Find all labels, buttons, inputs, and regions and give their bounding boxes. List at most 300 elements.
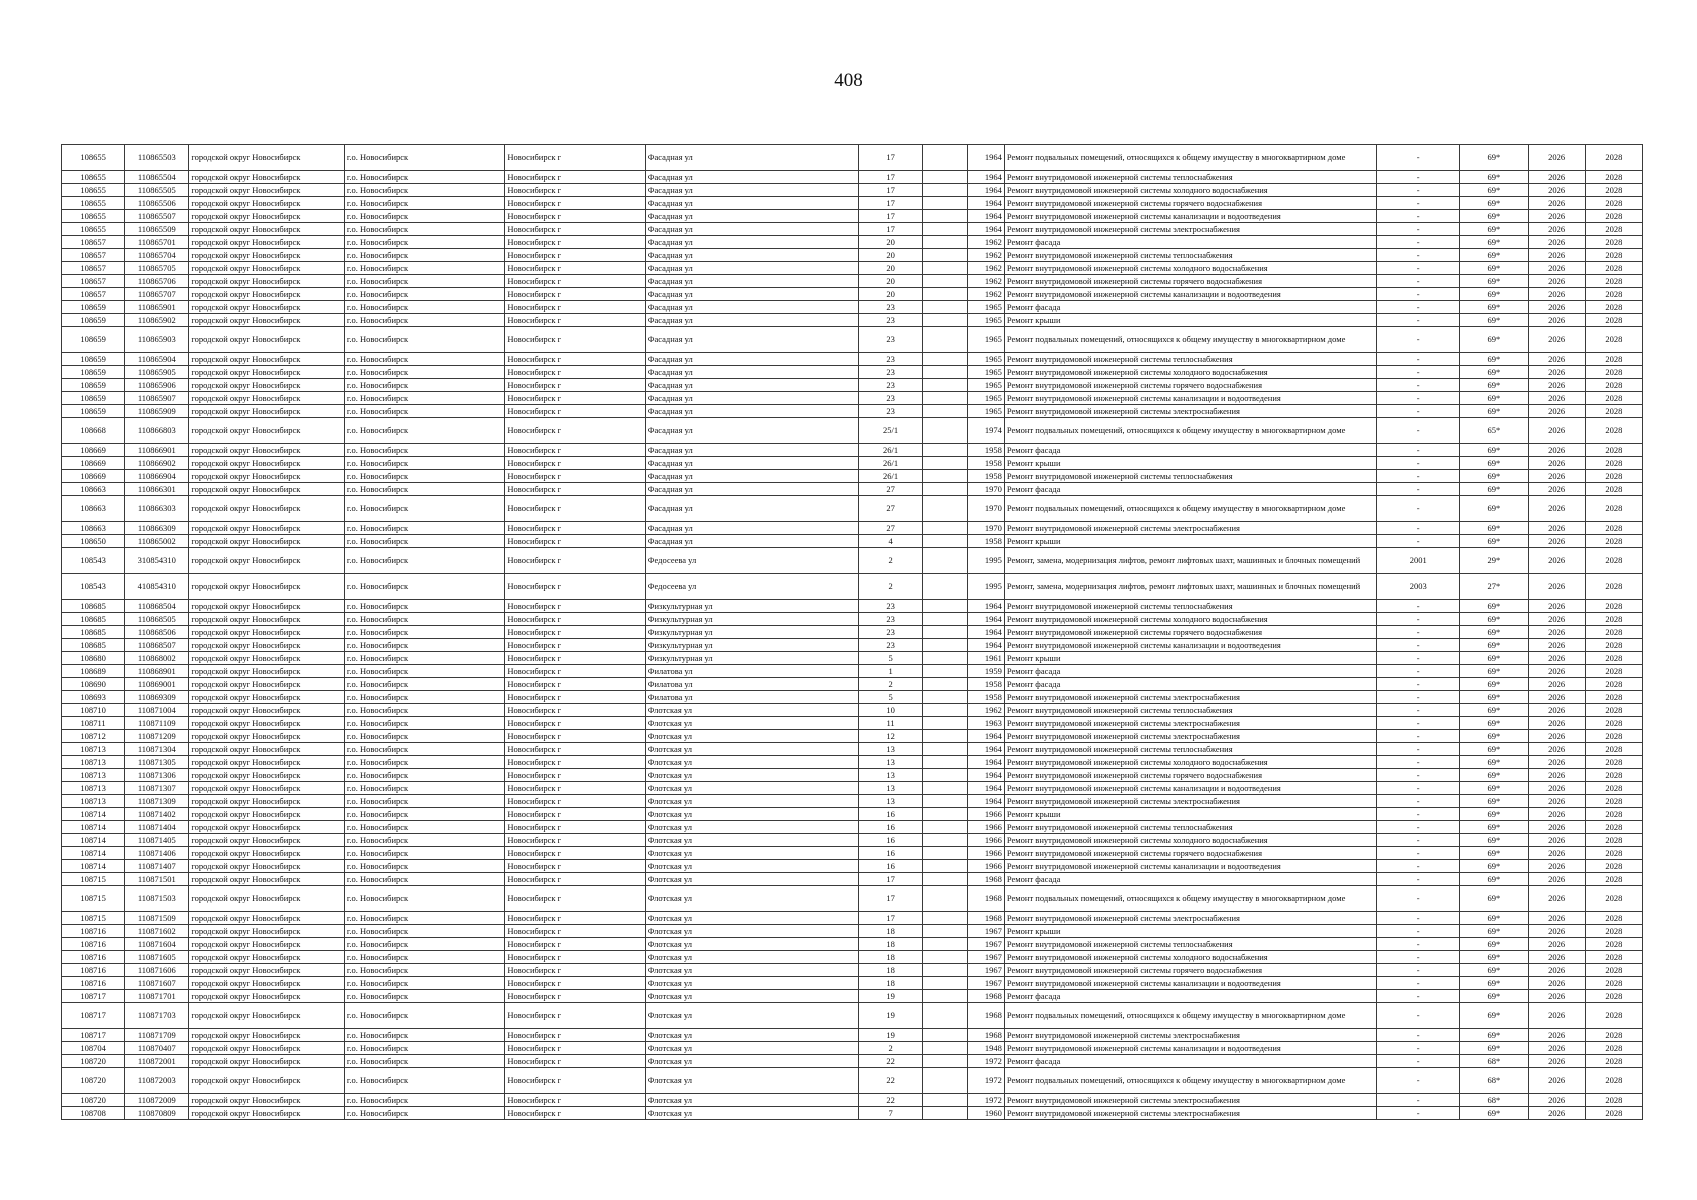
street-cell: Фасадная ул [645, 275, 859, 288]
work-type-cell: Ремонт подвальных помещений, относящихся к общему имуществу в многоквартирном доме [1004, 327, 1376, 353]
wear-percent-cell: 69* [1460, 717, 1528, 730]
last-repair-year-cell: - [1377, 977, 1460, 990]
wear-percent-cell: 69* [1460, 938, 1528, 951]
end-year-cell: 2028 [1585, 392, 1642, 405]
table-row [62, 1029, 1643, 1042]
municipality-cell: городской округ Новосибирск [189, 691, 344, 704]
build-year-cell: 1958 [967, 691, 1004, 704]
start-year-cell: 2026 [1528, 405, 1585, 418]
last-repair-year-cell: - [1377, 600, 1460, 613]
work-id-cell: 110871701 [125, 990, 189, 1003]
work-id-cell: 110865509 [125, 223, 189, 236]
house-number-cell: 2 [859, 678, 922, 691]
wear-percent-cell: 69* [1460, 756, 1528, 769]
wear-percent-cell: 69* [1460, 639, 1528, 652]
table-row [62, 444, 1643, 457]
last-repair-year-cell: - [1377, 210, 1460, 223]
wear-percent-cell: 27* [1460, 574, 1528, 600]
municipality-cell: городской округ Новосибирск [189, 1042, 344, 1055]
last-repair-year-cell: - [1377, 418, 1460, 444]
building-cell [922, 1094, 967, 1107]
settlement-cell: г.о. Новосибирск [344, 652, 505, 665]
wear-percent-cell: 69* [1460, 483, 1528, 496]
settlement-cell: г.о. Новосибирск [344, 977, 505, 990]
build-year-cell: 1970 [967, 496, 1004, 522]
work-type-cell: Ремонт внутридомовой инженерной системы канализации и водоотведения [1004, 392, 1376, 405]
house-id-cell: 108717 [62, 990, 125, 1003]
settlement-cell: г.о. Новосибирск [344, 795, 505, 808]
city-cell: Новосибирск г [505, 223, 645, 236]
settlement-cell: г.о. Новосибирск [344, 249, 505, 262]
build-year-cell: 1962 [967, 288, 1004, 301]
house-id-cell: 108669 [62, 444, 125, 457]
municipality-cell: городской округ Новосибирск [189, 847, 344, 860]
municipality-cell: городской округ Новосибирск [189, 938, 344, 951]
last-repair-year-cell: - [1377, 1107, 1460, 1120]
last-repair-year-cell: - [1377, 717, 1460, 730]
end-year-cell: 2028 [1585, 236, 1642, 249]
municipality-cell: городской округ Новосибирск [189, 626, 344, 639]
street-cell: Фасадная ул [645, 288, 859, 301]
city-cell: Новосибирск г [505, 1029, 645, 1042]
table-row [62, 1094, 1643, 1107]
build-year-cell: 1964 [967, 769, 1004, 782]
city-cell: Новосибирск г [505, 600, 645, 613]
last-repair-year-cell: - [1377, 262, 1460, 275]
street-cell: Флотская ул [645, 756, 859, 769]
table-row [62, 639, 1643, 652]
house-number-cell: 13 [859, 795, 922, 808]
table-row [62, 730, 1643, 743]
city-cell: Новосибирск г [505, 145, 645, 171]
work-id-cell: 110871606 [125, 964, 189, 977]
build-year-cell: 1958 [967, 444, 1004, 457]
table-row [62, 821, 1643, 834]
end-year-cell: 2028 [1585, 860, 1642, 873]
municipality-cell: городской округ Новосибирск [189, 314, 344, 327]
house-id-cell: 108717 [62, 1003, 125, 1029]
end-year-cell: 2028 [1585, 496, 1642, 522]
house-number-cell: 23 [859, 379, 922, 392]
last-repair-year-cell: - [1377, 444, 1460, 457]
house-id-cell: 108543 [62, 548, 125, 574]
house-number-cell: 27 [859, 483, 922, 496]
wear-percent-cell: 69* [1460, 886, 1528, 912]
building-cell [922, 795, 967, 808]
municipality-cell: городской округ Новосибирск [189, 145, 344, 171]
street-cell: Флотская ул [645, 925, 859, 938]
build-year-cell: 1968 [967, 912, 1004, 925]
table-row [62, 314, 1643, 327]
work-type-cell: Ремонт фасада [1004, 665, 1376, 678]
wear-percent-cell: 69* [1460, 184, 1528, 197]
street-cell: Фасадная ул [645, 496, 859, 522]
work-id-cell: 110871304 [125, 743, 189, 756]
city-cell: Новосибирск г [505, 665, 645, 678]
building-cell [922, 379, 967, 392]
house-number-cell: 23 [859, 639, 922, 652]
wear-percent-cell: 69* [1460, 730, 1528, 743]
end-year-cell: 2028 [1585, 730, 1642, 743]
work-id-cell: 110870407 [125, 1042, 189, 1055]
municipality-cell: городской округ Новосибирск [189, 379, 344, 392]
table-row [62, 769, 1643, 782]
build-year-cell: 1967 [967, 964, 1004, 977]
end-year-cell: 2028 [1585, 301, 1642, 314]
city-cell: Новосибирск г [505, 288, 645, 301]
building-cell [922, 1029, 967, 1042]
city-cell: Новосибирск г [505, 275, 645, 288]
house-number-cell: 13 [859, 756, 922, 769]
building-cell [922, 171, 967, 184]
settlement-cell: г.о. Новосибирск [344, 457, 505, 470]
work-type-cell: Ремонт подвальных помещений, относящихся к общему имуществу в многоквартирном доме [1004, 1003, 1376, 1029]
work-type-cell: Ремонт внутридомовой инженерной системы теплоснабжения [1004, 600, 1376, 613]
street-cell: Фасадная ул [645, 223, 859, 236]
city-cell: Новосибирск г [505, 184, 645, 197]
build-year-cell: 1964 [967, 197, 1004, 210]
table-row [62, 977, 1643, 990]
house-number-cell: 20 [859, 236, 922, 249]
house-id-cell: 108716 [62, 977, 125, 990]
building-cell [922, 145, 967, 171]
house-id-cell: 108713 [62, 769, 125, 782]
city-cell: Новосибирск г [505, 314, 645, 327]
house-id-cell: 108710 [62, 704, 125, 717]
last-repair-year-cell: - [1377, 301, 1460, 314]
work-id-cell: 110872009 [125, 1094, 189, 1107]
municipality-cell: городской округ Новосибирск [189, 613, 344, 626]
building-cell [922, 938, 967, 951]
city-cell: Новосибирск г [505, 392, 645, 405]
house-number-cell: 26/1 [859, 457, 922, 470]
work-type-cell: Ремонт крыши [1004, 535, 1376, 548]
table-row [62, 834, 1643, 847]
building-cell [922, 821, 967, 834]
city-cell: Новосибирск г [505, 496, 645, 522]
city-cell: Новосибирск г [505, 1107, 645, 1120]
end-year-cell: 2028 [1585, 223, 1642, 236]
build-year-cell: 1968 [967, 1003, 1004, 1029]
table-row [62, 1003, 1643, 1029]
house-id-cell: 108685 [62, 613, 125, 626]
end-year-cell: 2028 [1585, 912, 1642, 925]
city-cell: Новосибирск г [505, 574, 645, 600]
building-cell [922, 288, 967, 301]
end-year-cell: 2028 [1585, 626, 1642, 639]
end-year-cell: 2028 [1585, 535, 1642, 548]
settlement-cell: г.о. Новосибирск [344, 925, 505, 938]
work-type-cell: Ремонт внутридомовой инженерной системы канализации и водоотведения [1004, 860, 1376, 873]
street-cell: Фасадная ул [645, 262, 859, 275]
street-cell: Флотская ул [645, 782, 859, 795]
start-year-cell: 2026 [1528, 925, 1585, 938]
work-type-cell: Ремонт, замена, модернизация лифтов, ремонт лифтовых шахт, машинных и блочных помещений [1004, 574, 1376, 600]
start-year-cell: 2026 [1528, 262, 1585, 275]
end-year-cell: 2028 [1585, 639, 1642, 652]
building-cell [922, 977, 967, 990]
house-id-cell: 108657 [62, 236, 125, 249]
end-year-cell: 2028 [1585, 171, 1642, 184]
wear-percent-cell: 69* [1460, 860, 1528, 873]
table-row [62, 964, 1643, 977]
end-year-cell: 2028 [1585, 366, 1642, 379]
house-id-cell: 108668 [62, 418, 125, 444]
house-number-cell: 13 [859, 743, 922, 756]
end-year-cell: 2028 [1585, 756, 1642, 769]
table-row [62, 249, 1643, 262]
work-type-cell: Ремонт внутридомовой инженерной системы теплоснабжения [1004, 249, 1376, 262]
city-cell: Новосибирск г [505, 925, 645, 938]
building-cell [922, 808, 967, 821]
work-id-cell: 110868505 [125, 613, 189, 626]
work-id-cell: 110871407 [125, 860, 189, 873]
table-row [62, 613, 1643, 626]
wear-percent-cell: 69* [1460, 834, 1528, 847]
last-repair-year-cell: 2003 [1377, 574, 1460, 600]
building-cell [922, 704, 967, 717]
end-year-cell: 2028 [1585, 1055, 1642, 1068]
municipality-cell: городской округ Новосибирск [189, 665, 344, 678]
house-number-cell: 16 [859, 860, 922, 873]
end-year-cell: 2028 [1585, 1003, 1642, 1029]
house-id-cell: 108713 [62, 782, 125, 795]
work-id-cell: 410854310 [125, 574, 189, 600]
street-cell: Флотская ул [645, 704, 859, 717]
start-year-cell: 2026 [1528, 691, 1585, 704]
capital-repair-table [61, 144, 1643, 1120]
table-row [62, 236, 1643, 249]
house-id-cell: 108685 [62, 626, 125, 639]
last-repair-year-cell: - [1377, 1029, 1460, 1042]
building-cell [922, 743, 967, 756]
building-cell [922, 574, 967, 600]
work-id-cell: 110865002 [125, 535, 189, 548]
city-cell: Новосибирск г [505, 457, 645, 470]
house-number-cell: 20 [859, 249, 922, 262]
table-row [62, 366, 1643, 379]
last-repair-year-cell: - [1377, 938, 1460, 951]
municipality-cell: городской округ Новосибирск [189, 912, 344, 925]
city-cell: Новосибирск г [505, 444, 645, 457]
work-id-cell: 110871402 [125, 808, 189, 821]
work-id-cell: 110872003 [125, 1068, 189, 1094]
street-cell: Фасадная ул [645, 405, 859, 418]
street-cell: Фасадная ул [645, 366, 859, 379]
build-year-cell: 1958 [967, 470, 1004, 483]
city-cell: Новосибирск г [505, 470, 645, 483]
end-year-cell: 2028 [1585, 769, 1642, 782]
house-id-cell: 108650 [62, 535, 125, 548]
work-type-cell: Ремонт крыши [1004, 808, 1376, 821]
work-type-cell: Ремонт внутридомовой инженерной системы горячего водоснабжения [1004, 379, 1376, 392]
municipality-cell: городской округ Новосибирск [189, 977, 344, 990]
wear-percent-cell: 69* [1460, 327, 1528, 353]
house-number-cell: 19 [859, 1003, 922, 1029]
city-cell: Новосибирск г [505, 301, 645, 314]
last-repair-year-cell: - [1377, 795, 1460, 808]
build-year-cell: 1967 [967, 925, 1004, 938]
building-cell [922, 756, 967, 769]
last-repair-year-cell: - [1377, 951, 1460, 964]
house-number-cell: 1 [859, 665, 922, 678]
house-id-cell: 108720 [62, 1068, 125, 1094]
work-id-cell: 110871709 [125, 1029, 189, 1042]
work-id-cell: 110865701 [125, 236, 189, 249]
build-year-cell: 1964 [967, 613, 1004, 626]
work-id-cell: 110871209 [125, 730, 189, 743]
end-year-cell: 2028 [1585, 704, 1642, 717]
house-number-cell: 17 [859, 912, 922, 925]
build-year-cell: 1970 [967, 522, 1004, 535]
wear-percent-cell: 69* [1460, 678, 1528, 691]
wear-percent-cell: 69* [1460, 808, 1528, 821]
house-number-cell: 26/1 [859, 444, 922, 457]
build-year-cell: 1964 [967, 743, 1004, 756]
work-type-cell: Ремонт крыши [1004, 925, 1376, 938]
house-number-cell: 13 [859, 769, 922, 782]
wear-percent-cell: 69* [1460, 912, 1528, 925]
street-cell: Фасадная ул [645, 197, 859, 210]
last-repair-year-cell: - [1377, 769, 1460, 782]
city-cell: Новосибирск г [505, 860, 645, 873]
street-cell: Фасадная ул [645, 457, 859, 470]
house-id-cell: 108655 [62, 223, 125, 236]
work-id-cell: 110866901 [125, 444, 189, 457]
house-number-cell: 10 [859, 704, 922, 717]
build-year-cell: 1968 [967, 990, 1004, 1003]
settlement-cell: г.о. Новосибирск [344, 808, 505, 821]
work-type-cell: Ремонт внутридомовой инженерной системы холодного водоснабжения [1004, 613, 1376, 626]
street-cell: Флотская ул [645, 860, 859, 873]
table-row [62, 535, 1643, 548]
house-number-cell: 27 [859, 496, 922, 522]
house-id-cell: 108714 [62, 821, 125, 834]
work-id-cell: 110866303 [125, 496, 189, 522]
building-cell [922, 236, 967, 249]
municipality-cell: городской округ Новосибирск [189, 496, 344, 522]
street-cell: Флотская ул [645, 964, 859, 977]
street-cell: Фасадная ул [645, 392, 859, 405]
end-year-cell: 2028 [1585, 795, 1642, 808]
street-cell: Фасадная ул [645, 353, 859, 366]
building-cell [922, 470, 967, 483]
street-cell: Флотская ул [645, 795, 859, 808]
street-cell: Физкультурная ул [645, 613, 859, 626]
city-cell: Новосибирск г [505, 977, 645, 990]
city-cell: Новосибирск г [505, 704, 645, 717]
table-row [62, 496, 1643, 522]
work-id-cell: 110868002 [125, 652, 189, 665]
municipality-cell: городской округ Новосибирск [189, 444, 344, 457]
start-year-cell: 2026 [1528, 327, 1585, 353]
house-number-cell: 19 [859, 990, 922, 1003]
work-id-cell: 110866803 [125, 418, 189, 444]
start-year-cell: 2026 [1528, 600, 1585, 613]
work-id-cell: 110865506 [125, 197, 189, 210]
start-year-cell: 2026 [1528, 379, 1585, 392]
city-cell: Новосибирск г [505, 756, 645, 769]
street-cell: Федосеева ул [645, 548, 859, 574]
house-number-cell: 17 [859, 171, 922, 184]
table-row [62, 1042, 1643, 1055]
end-year-cell: 2028 [1585, 184, 1642, 197]
city-cell: Новосибирск г [505, 353, 645, 366]
building-cell [922, 769, 967, 782]
work-type-cell: Ремонт внутридомовой инженерной системы холодного водоснабжения [1004, 262, 1376, 275]
house-id-cell: 108714 [62, 808, 125, 821]
municipality-cell: городской округ Новосибирск [189, 301, 344, 314]
table-row [62, 925, 1643, 938]
city-cell: Новосибирск г [505, 483, 645, 496]
house-id-cell: 108657 [62, 249, 125, 262]
city-cell: Новосибирск г [505, 834, 645, 847]
start-year-cell: 2026 [1528, 496, 1585, 522]
table-row [62, 678, 1643, 691]
work-id-cell: 110865907 [125, 392, 189, 405]
wear-percent-cell: 69* [1460, 665, 1528, 678]
start-year-cell: 2026 [1528, 756, 1585, 769]
municipality-cell: городской округ Новосибирск [189, 964, 344, 977]
house-id-cell: 108715 [62, 886, 125, 912]
settlement-cell: г.о. Новосибирск [344, 834, 505, 847]
wear-percent-cell: 69* [1460, 990, 1528, 1003]
settlement-cell: г.о. Новосибирск [344, 1003, 505, 1029]
work-id-cell: 110865904 [125, 353, 189, 366]
work-type-cell: Ремонт крыши [1004, 314, 1376, 327]
work-type-cell: Ремонт крыши [1004, 652, 1376, 665]
settlement-cell: г.о. Новосибирск [344, 574, 505, 600]
house-number-cell: 19 [859, 1029, 922, 1042]
municipality-cell: городской округ Новосибирск [189, 639, 344, 652]
start-year-cell: 2026 [1528, 652, 1585, 665]
municipality-cell: городской округ Новосибирск [189, 405, 344, 418]
house-number-cell: 23 [859, 392, 922, 405]
settlement-cell: г.о. Новосибирск [344, 366, 505, 379]
build-year-cell: 1995 [967, 574, 1004, 600]
table-row [62, 1055, 1643, 1068]
build-year-cell: 1963 [967, 717, 1004, 730]
house-id-cell: 108655 [62, 210, 125, 223]
building-cell [922, 483, 967, 496]
municipality-cell: городской округ Новосибирск [189, 548, 344, 574]
start-year-cell: 2026 [1528, 275, 1585, 288]
building-cell [922, 860, 967, 873]
street-cell: Флотская ул [645, 717, 859, 730]
wear-percent-cell: 69* [1460, 847, 1528, 860]
municipality-cell: городской округ Новосибирск [189, 275, 344, 288]
table-row [62, 470, 1643, 483]
build-year-cell: 1964 [967, 782, 1004, 795]
building-cell [922, 1003, 967, 1029]
street-cell: Флотская ул [645, 873, 859, 886]
building-cell [922, 847, 967, 860]
city-cell: Новосибирск г [505, 1068, 645, 1094]
city-cell: Новосибирск г [505, 379, 645, 392]
street-cell: Флотская ул [645, 1003, 859, 1029]
city-cell: Новосибирск г [505, 171, 645, 184]
end-year-cell: 2028 [1585, 886, 1642, 912]
house-number-cell: 18 [859, 925, 922, 938]
street-cell: Фасадная ул [645, 236, 859, 249]
build-year-cell: 1965 [967, 405, 1004, 418]
end-year-cell: 2028 [1585, 665, 1642, 678]
work-type-cell: Ремонт внутридомовой инженерной системы электроснабжения [1004, 1094, 1376, 1107]
house-id-cell: 108680 [62, 652, 125, 665]
municipality-cell: городской округ Новосибирск [189, 730, 344, 743]
street-cell: Фасадная ул [645, 171, 859, 184]
settlement-cell: г.о. Новосибирск [344, 210, 505, 223]
